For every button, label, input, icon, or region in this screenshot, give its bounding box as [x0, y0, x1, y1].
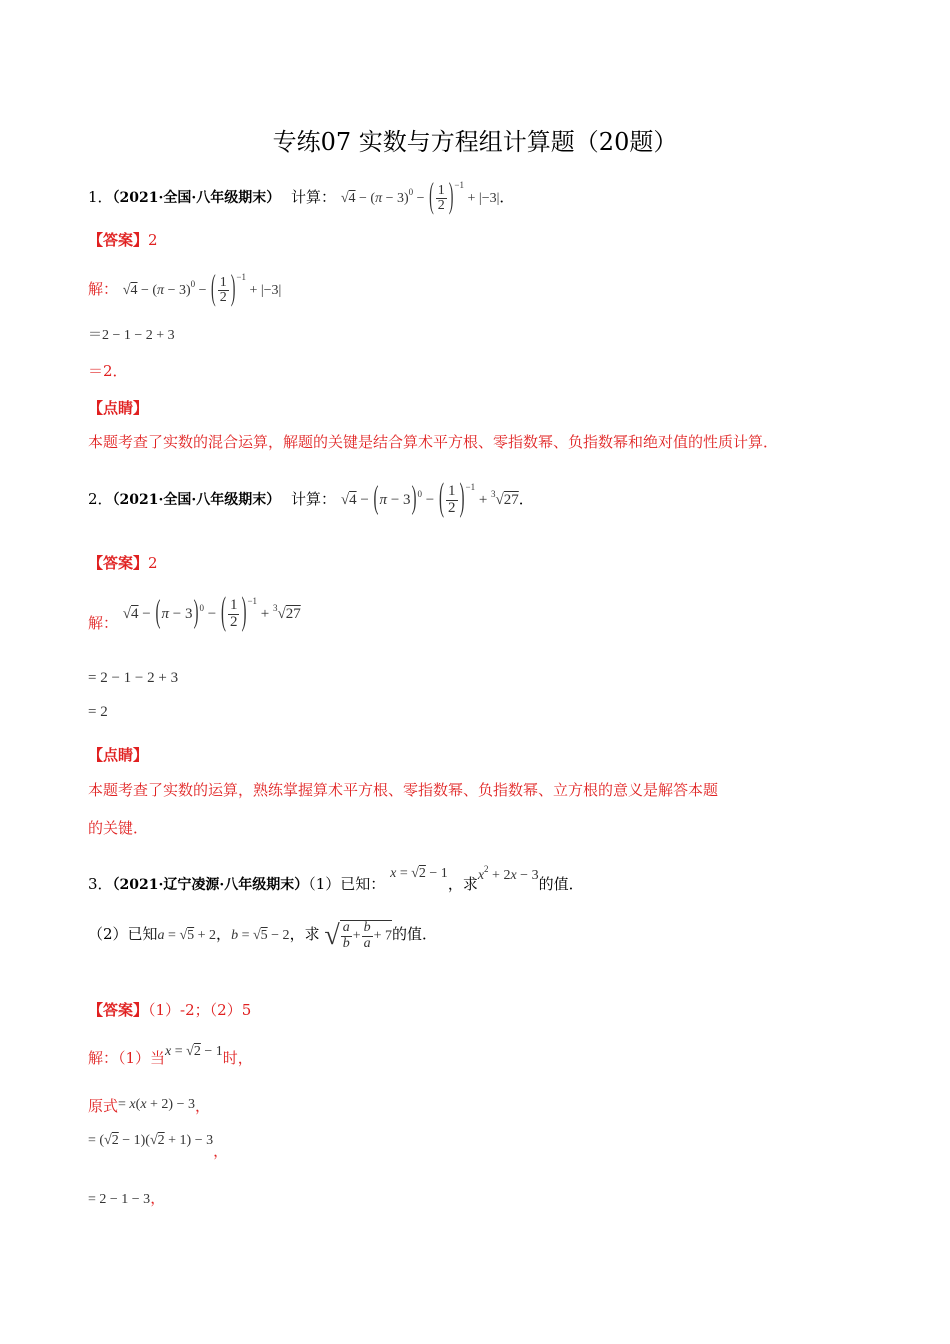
text-fragment: ，	[216, 925, 232, 944]
question-1: 1．（2021·全国·八年级期末） 计算： $√4 - (\pi - 3)^0$ − ( $\frac{1}{2}$ )$^{-1}$ + |−3|．	[88, 177, 515, 217]
answer-2	[88, 552, 158, 573]
answer-3	[88, 999, 251, 1020]
math-expression: $√4 - (\pi - 3)^0$ − ( $\frac{1}{2}$ )$^{-1}$ + |−3|	[340, 177, 500, 217]
solution-step	[88, 1095, 210, 1116]
text-fragment: ，	[213, 1142, 229, 1160]
math-expression: = 2 − 1 − 3	[88, 1192, 151, 1207]
tip-text: 本题考查了实数的运算，熟练掌握算术平方根、零指数幂、负指数幂、立方根的意义是解答本题	[88, 781, 719, 799]
answer-1	[88, 229, 158, 250]
part-1-label: （1）已知：	[308, 875, 386, 893]
question-prompt: 计算：	[291, 490, 337, 508]
question-source: （2021·辽宁凌源·八年级期末）	[112, 877, 309, 893]
page-title: 专练07 实数与方程组计算题（20题）	[272, 128, 678, 156]
text-fragment: ，	[194, 1097, 210, 1115]
text-fragment: ，求	[447, 875, 478, 893]
math-expression: b = √5 − 2	[231, 928, 290, 944]
text-fragment: 原式	[88, 1097, 119, 1115]
math-expression: $√4 - (\pi - 3)^0$ − ( $\frac{1}{2}$ )$^{-1}$ + $^3$√27	[340, 478, 519, 521]
solution-step	[88, 1130, 228, 1161]
text-fragment: 时，	[222, 1049, 253, 1067]
answer-tag: 【答案】	[88, 1001, 149, 1019]
math-expression: x = √2 − 1	[390, 866, 448, 881]
math-expression: a = √5 + 2	[157, 928, 217, 944]
tip-text: 的关键．	[88, 819, 149, 837]
tip-tag: 【点睛】	[88, 746, 149, 764]
solution-step: ＝2．	[88, 362, 128, 380]
solution-label: 解：	[88, 280, 119, 298]
answer-tag: 【答案】	[88, 554, 149, 572]
solution-step: = 2	[88, 704, 108, 720]
solution-step	[88, 1187, 165, 1208]
math-expression: $√4 - (\pi - 3)^0$ − ( $\frac{1}{2}$ )$^{-1}$ + $^3$√27	[122, 592, 301, 635]
solution-label: 解：（1）当	[88, 1049, 166, 1067]
question-3-part-2	[88, 920, 437, 952]
solution-step: = 2 − 1 − 2 + 3	[88, 670, 179, 686]
tip-tag: 【点睛】	[88, 399, 149, 417]
solution-1	[88, 269, 282, 309]
text-fragment: ，求	[289, 925, 320, 944]
part-2-label: （2）已知	[88, 925, 158, 944]
answer-tag: 【答案】	[88, 231, 149, 249]
solution-3	[88, 1044, 253, 1068]
question-source: （2021·全国·八年级期末）	[112, 492, 281, 508]
answer-value: 2	[148, 231, 158, 249]
solution-2	[88, 592, 301, 635]
math-expression: $x^2 + 2x - 3$	[477, 864, 539, 883]
question-number: 1．	[88, 188, 113, 206]
answer-value: 2	[148, 554, 158, 572]
question-3-part-1	[88, 864, 584, 894]
answer-value: （1）-2；（2）5	[148, 1001, 252, 1019]
question-prompt: 计算：	[291, 188, 337, 206]
math-expression: $√4 - (\pi - 3)^0$ − ( $\frac{1}{2}$ )$^{-1}$ + |−3|	[122, 269, 282, 309]
math-expression: x = √2 − 1	[165, 1044, 223, 1059]
question-number: 3．	[88, 875, 113, 893]
tip-text: 本题考查了实数的混合运算，解题的关键是结合算术平方根、零指数幂、负指数幂和绝对值的性质计算．	[88, 433, 779, 451]
text-fragment: ，	[150, 1189, 166, 1207]
math-expression: = (√2 − 1)(√2 + 1) − 3	[88, 1133, 214, 1148]
text-fragment: 的值．	[392, 925, 438, 944]
question-source: （2021·全国·八年级期末）	[112, 190, 281, 206]
question-number: 2．	[88, 490, 113, 508]
solution-label: 解：	[88, 614, 119, 632]
text-fragment: 的值．	[538, 875, 584, 893]
math-expression: √ $\frac{a}{b}$ + $\frac{b}{a}$ + 7	[324, 920, 393, 951]
math-expression: = x(x + 2) − 3	[118, 1097, 195, 1112]
question-2: 2．（2021·全国·八年级期末） 计算： $√4 - (\pi - 3)^0$ − ( $\frac{1}{2}$ )$^{-1}$ + $^3$√27．	[88, 478, 534, 521]
solution-step: ＝2 − 1 − 2 + 3	[88, 328, 175, 343]
